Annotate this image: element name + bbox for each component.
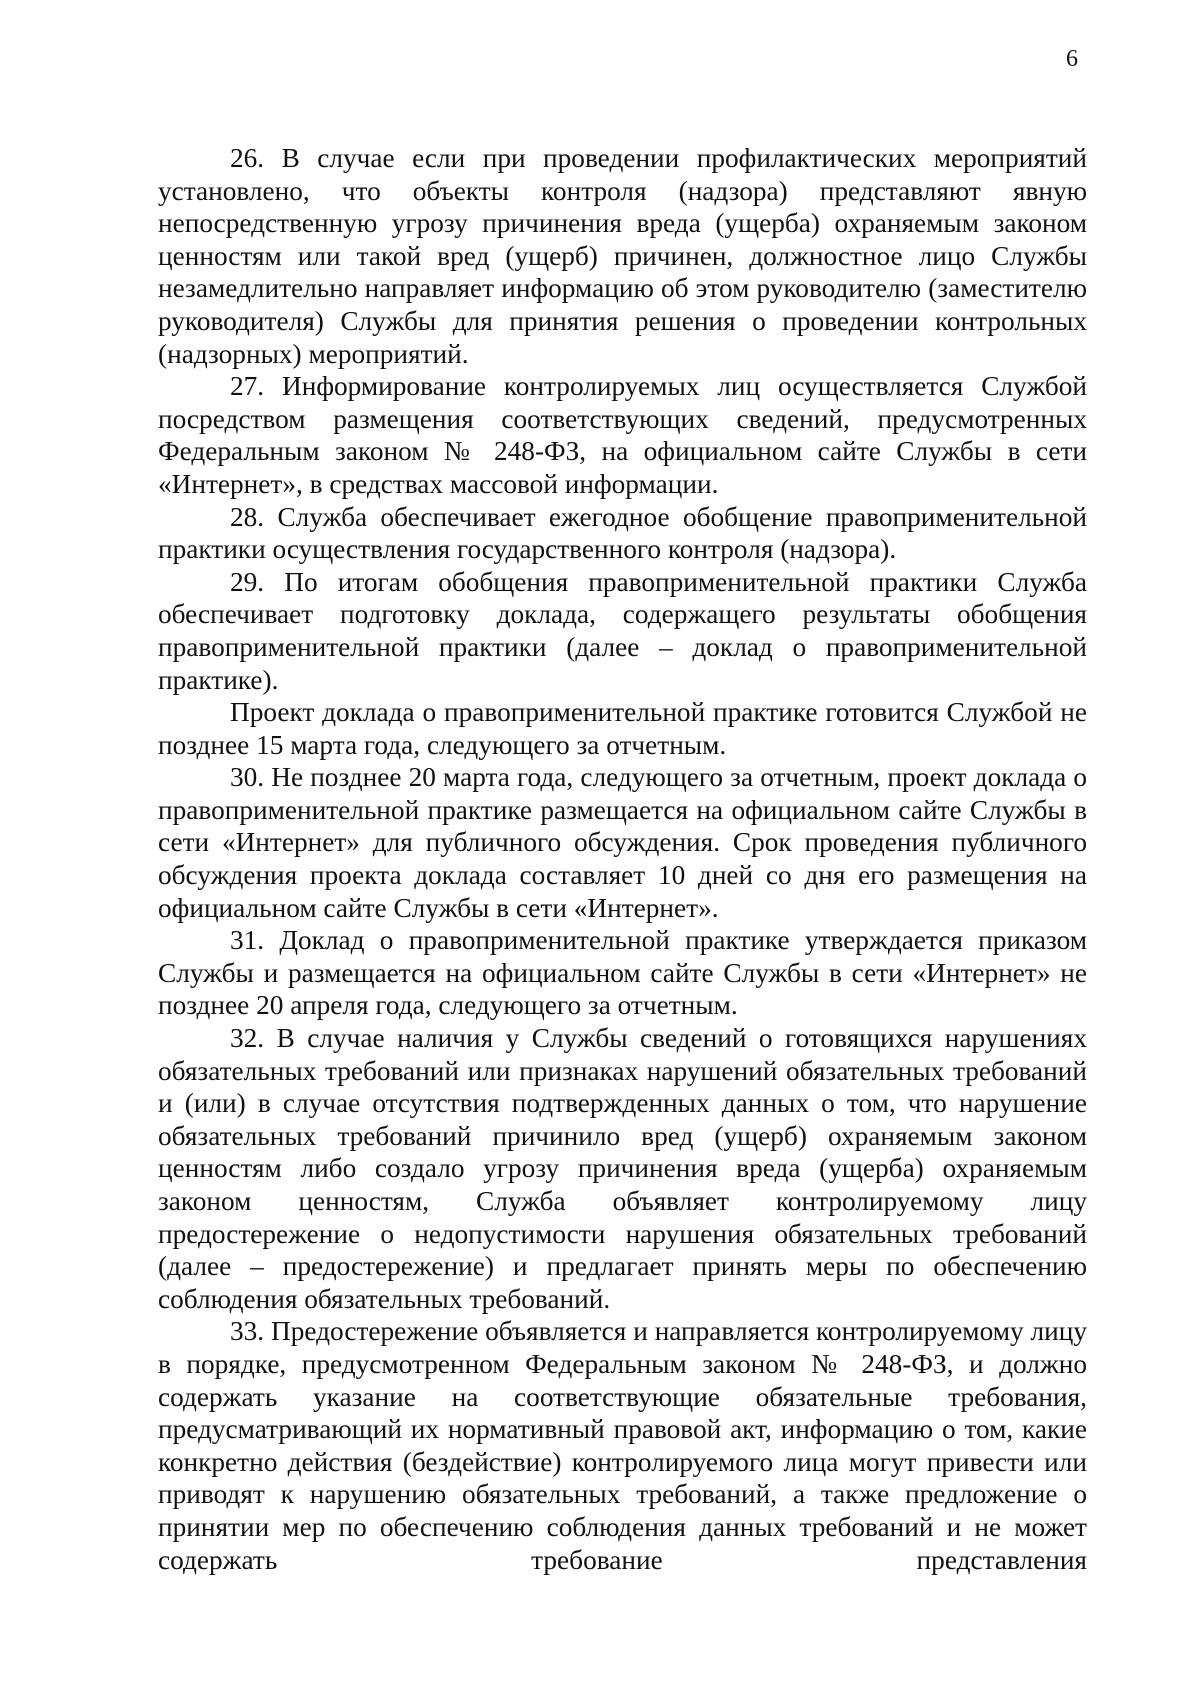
paragraph-27: 27. Информирование контролируемых лиц осуществляется Службой посредством размещения соответствующих сведений, предусмотренных Федеральным законом № 248-ФЗ, на официальном сайте Службы в сети «Интернет», в средствах массовой информации. [158,371,1087,499]
paragraph-29: 29. По итогам обобщения правоприменительной практики Служба обеспечивает подготовку доклада, содержащего результаты обобщения правоприменительной практики (далее – доклад о правоприменительной практике). [158,566,1087,695]
paragraph-31: 31. Доклад о правоприменительной практике утверждается приказом Службы и размещается на официальном сайте Службы в сети «Интернет» не позднее 20 апреля года, следующего за отчетным. [158,925,1087,1021]
paragraph-32: 32. В случае наличия у Службы сведений о готовящихся нарушениях обязательных требований или признаках нарушений обязательных требований и (или) в случае отсутствия подтвержденных данных о том, что нарушение обязательных требований причинило вред (ущерб) охраняемым законом ценностям либо создало угрозу причинения вреда (ущерба) охраняемым законом ценностям, Служба объявляет контролируемому лицу предостережение о недопустимости нарушения обязательных требований (далее – предостережение) и предлагает принять меры по обеспечению соблюдения обязательных требований. [158,1023,1087,1314]
paragraph-28: 28. Служба обеспечивает ежегодное обобщение правоприменительной практики осуществления государственного контроля (надзора). [158,501,1087,565]
paragraph-33: 33. Предостережение объявляется и направляется контролируемому лицу в порядке, предусмотренном Федеральным законом № 248-ФЗ, и должно содержать указание на соответствующие обязательные требования, предусматривающий их нормативный правовой акт, информацию о том, какие конкретно действия (бездействие) контролируемого лица могут привести или приводят к нарушению обязательных требований, а также предложение о принятии мер по обеспечению соблюдения данных требований и не может содержать требование представления [158,1316,1087,1575]
page-number: 6 [1066,46,1078,72]
paragraph-26: 26. В случае если при проведении профилактических мероприятий установлено, что объекты контроля (надзора) представляют явную непосредственную угрозу причинения вреда (ущерба) охраняемым законом ценностям или такой вред (ущерб) причинен, должностное лицо Службы незамедлительно направляет информацию об этом руководителю (заместителю руководителя) Службы для принятия решения о проведении контрольных (надзорных) мероприятий. [158,143,1087,369]
paragraph-29-continuation: Проект доклада о правоприменительной практике готовится Службой не позднее 15 марта года, следующего за отчетным. [158,697,1087,760]
document-body [158,142,1087,1576]
paragraph-30: 30. Не позднее 20 марта года, следующего за отчетным, проект доклада о правоприменительной практике размещается на официальном сайте Службы в сети «Интернет» для публичного обсуждения. Срок проведения публичного обсуждения проекта доклада составляет 10 дней со дня его размещения на официальном сайте Службы в сети «Интернет». [158,762,1087,923]
